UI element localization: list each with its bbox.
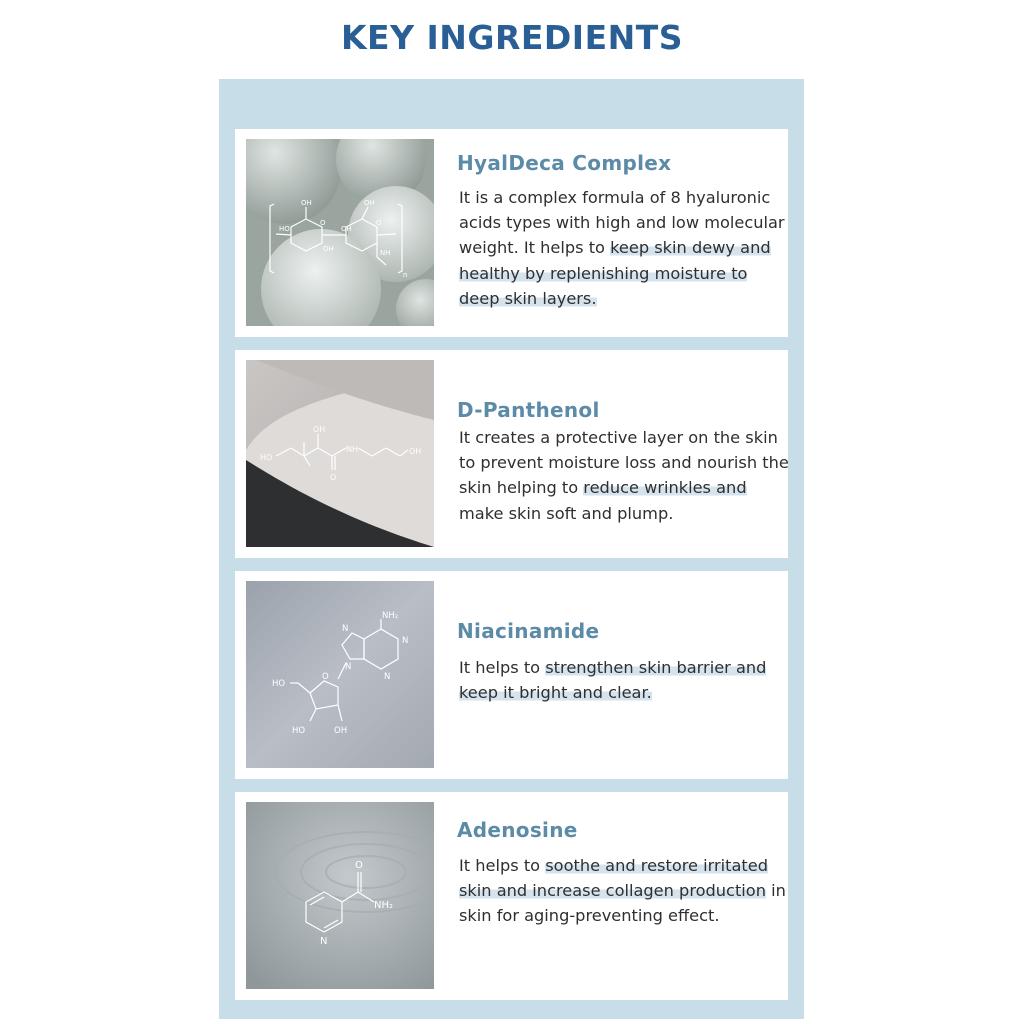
- label-oh: OH: [341, 225, 352, 233]
- description-text: It helps to: [459, 856, 546, 875]
- label-nh: NH: [346, 445, 358, 454]
- adenosine-molecule-icon: [246, 581, 434, 768]
- label-ho: HO: [292, 726, 306, 736]
- label-oh: OH: [323, 245, 334, 253]
- label-nh2: NH₂: [374, 900, 394, 911]
- description-highlight: keep skin dewy and healthy by replenishing moisture to deep skin layers.: [459, 238, 771, 308]
- panthenol-molecule-icon: [246, 360, 434, 547]
- label-n: n: [403, 271, 408, 279]
- description-highlight: reduce wrinkles and: [583, 478, 747, 498]
- label-o: O: [376, 219, 382, 227]
- description-text-after: make skin soft and plump.: [459, 503, 674, 523]
- label-o: O: [322, 672, 329, 682]
- description-text: It is a complex formula of 8 hyaluronic acids types with high and low molecular weight. It helps to: [459, 188, 785, 258]
- label-n: N: [402, 636, 409, 646]
- ingredient-card-hyaldeca: [235, 129, 788, 337]
- label-o: O: [330, 473, 337, 482]
- ingredient-name: Adenosine: [457, 818, 578, 842]
- label-n: N: [384, 672, 391, 682]
- label-n: N: [320, 936, 328, 947]
- ingredient-name: Niacinamide: [457, 619, 600, 643]
- label-oh: OH: [409, 447, 422, 456]
- label-ho: HO: [272, 679, 286, 689]
- label-ho: HO: [279, 225, 290, 233]
- label-oh: OH: [334, 726, 348, 736]
- page-title: KEY INGREDIENTS: [340, 18, 684, 57]
- label-o: O: [320, 219, 326, 227]
- label-oh: OH: [364, 199, 375, 207]
- ingredient-name: HyalDeca Complex: [457, 151, 672, 175]
- description-highlight: soothe and restore irritated skin and increase collagen production: [459, 856, 769, 901]
- ingredient-description: [459, 185, 789, 311]
- ingredient-description: [459, 655, 789, 705]
- niacinamide-molecule-icon: [246, 802, 434, 989]
- ingredient-name: D-Panthenol: [457, 398, 600, 422]
- hyaluronic-acid-molecule-icon: [246, 139, 434, 326]
- ingredient-card-niacinamide: [235, 571, 788, 779]
- panthenol-image: [246, 360, 434, 547]
- label-oh: OH: [313, 425, 326, 434]
- label-nh: NH: [380, 249, 391, 257]
- label-n: N: [345, 662, 352, 672]
- description-text: It creates a protective layer on the skin to prevent moisture loss and nourish the skin helping to: [459, 428, 789, 498]
- label-nh2: NH₂: [382, 611, 399, 621]
- description-text: It helps to: [459, 658, 546, 677]
- adenosine-image: [246, 802, 434, 989]
- label-oh: OH: [301, 199, 312, 207]
- label-n: N: [342, 624, 349, 634]
- ingredient-card-panthenol: [235, 350, 788, 558]
- hyaldeca-image: [246, 139, 434, 326]
- description-text-after: in skin for aging-preventing effect.: [459, 881, 786, 926]
- ingredient-description: [459, 425, 789, 526]
- ingredients-panel: [219, 79, 804, 1019]
- ingredient-description: [459, 853, 789, 929]
- niacinamide-image: [246, 581, 434, 768]
- ingredient-card-adenosine: [235, 792, 788, 1000]
- description-highlight: strengthen skin barrier and keep it bright and clear.: [459, 658, 767, 703]
- label-o: O: [355, 860, 363, 871]
- label-ho: HO: [260, 453, 273, 462]
